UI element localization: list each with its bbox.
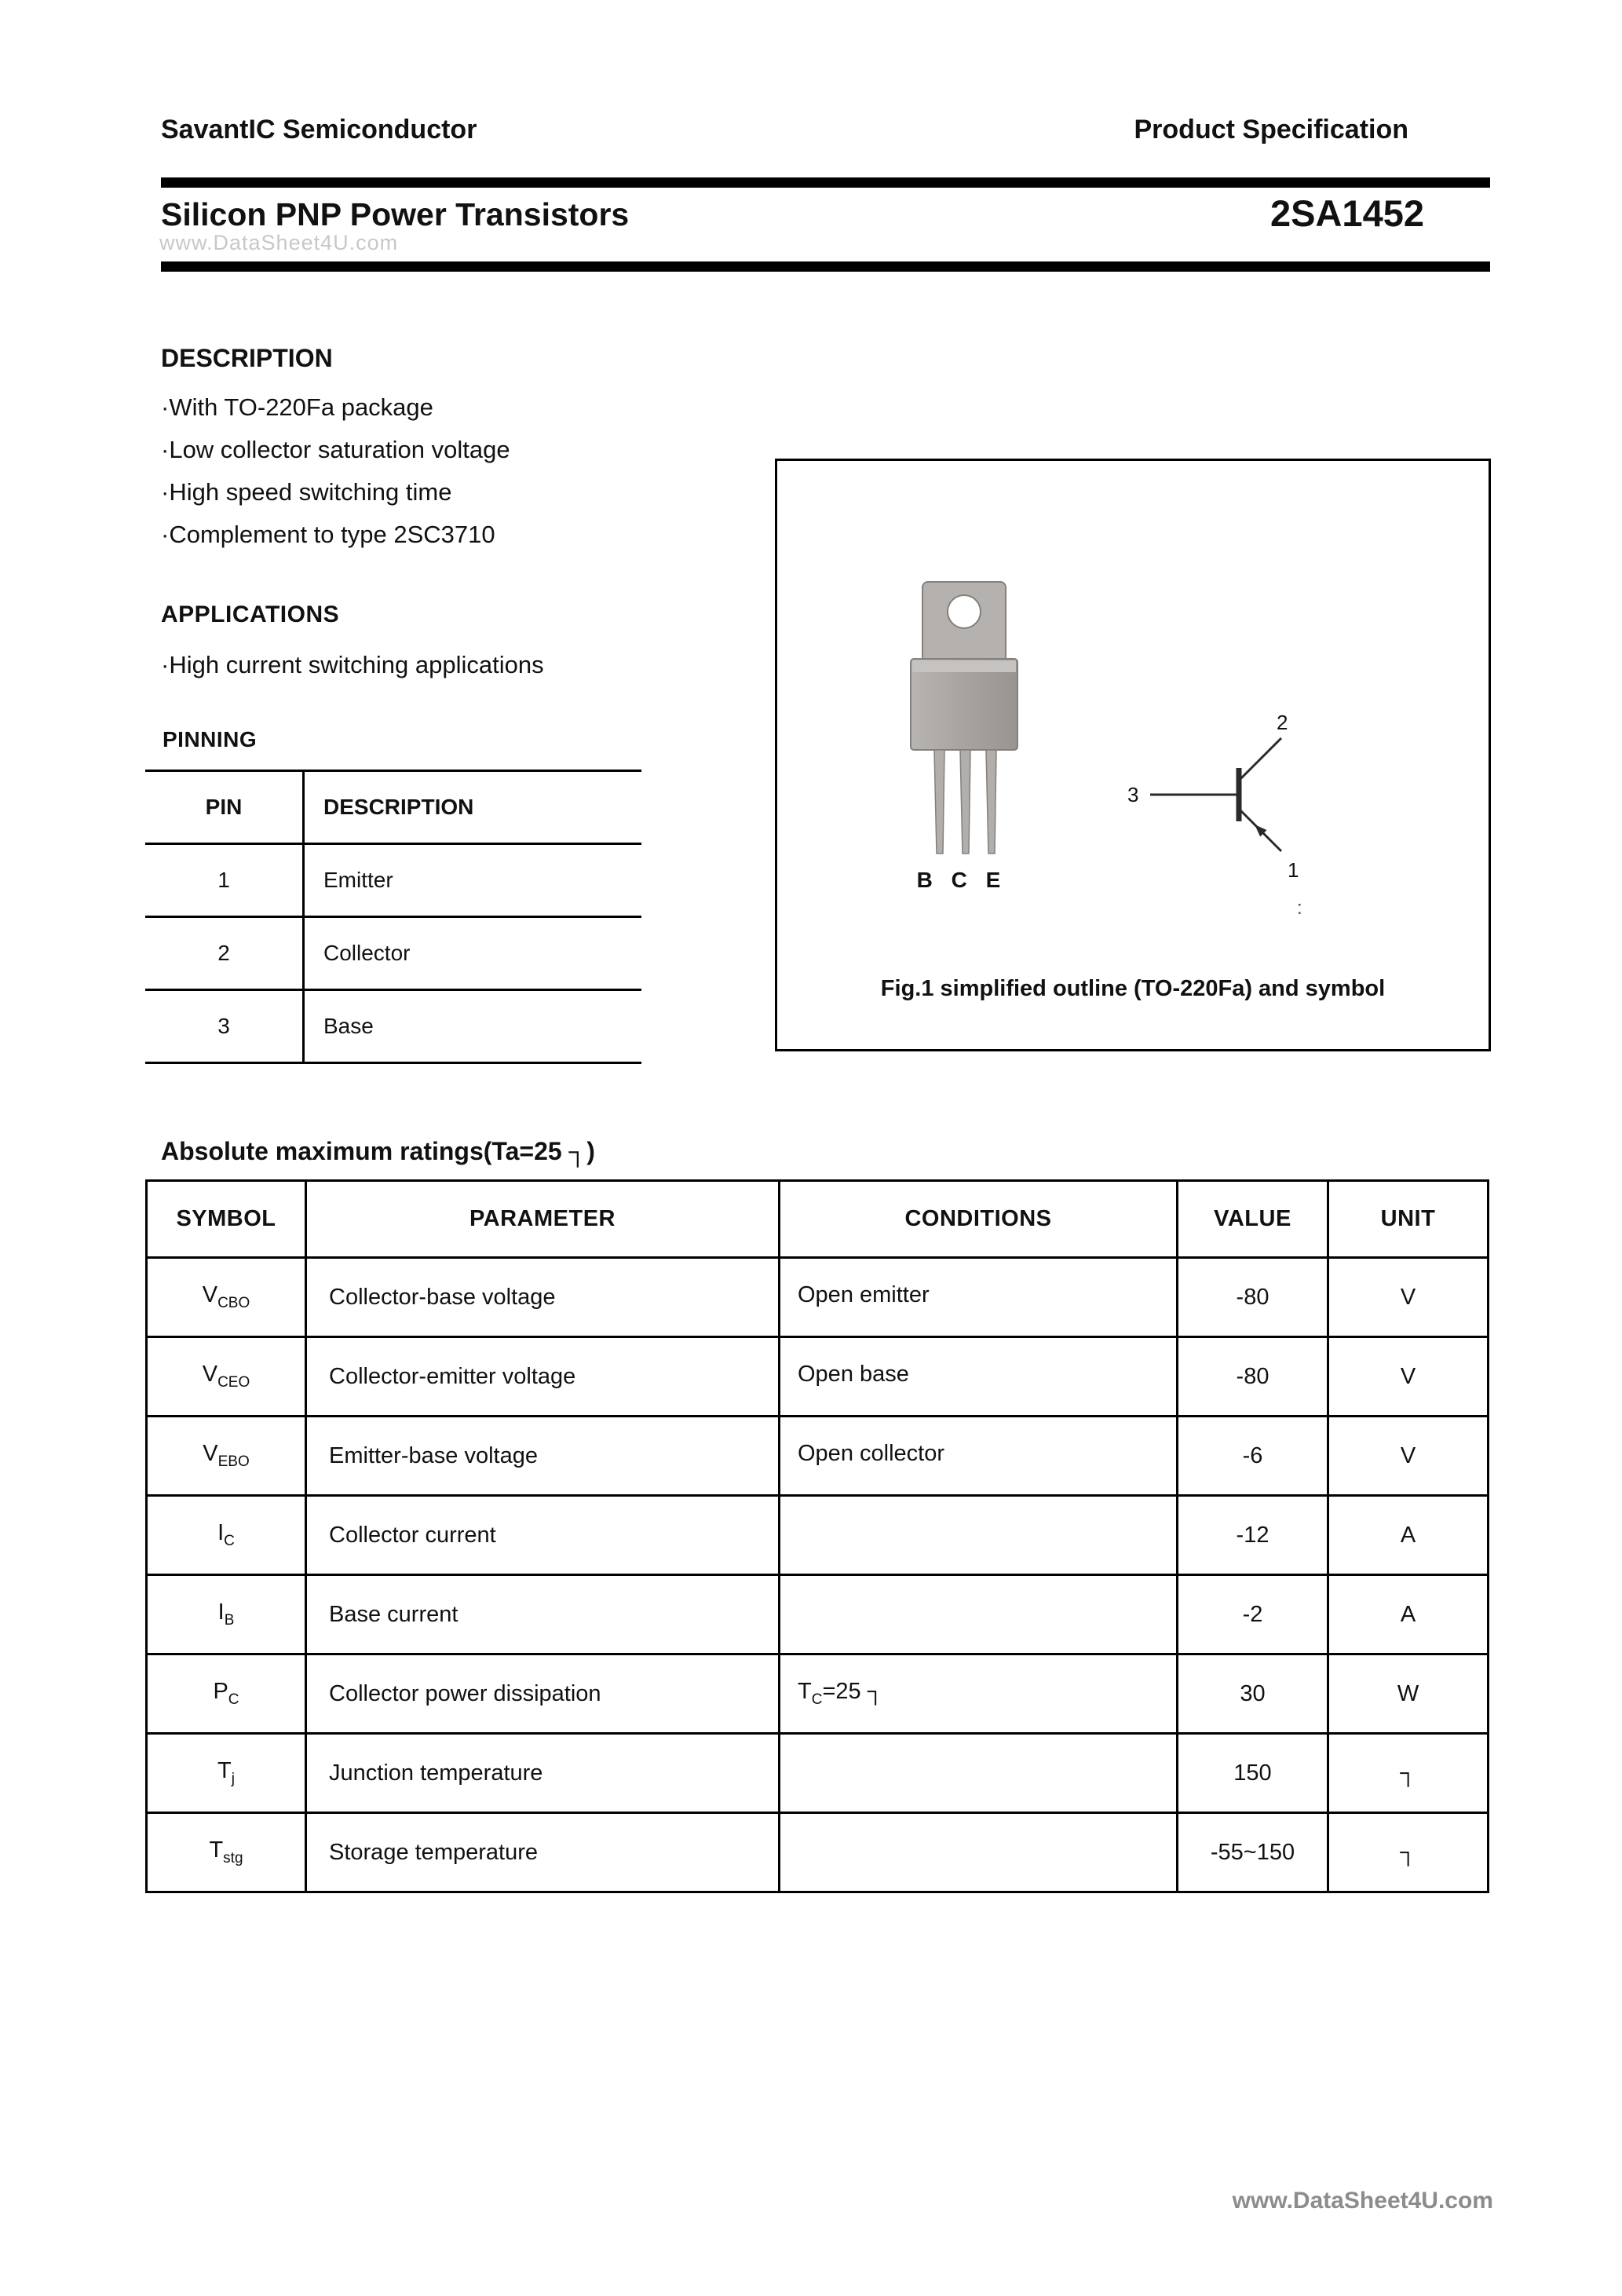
symbol-column-header: SYMBOL [147, 1181, 306, 1258]
package-pin-labels: B C E [916, 868, 1007, 892]
part-number: 2SA1452 [1270, 192, 1424, 234]
table-row [145, 917, 641, 990]
ratings-table [145, 1179, 1489, 1893]
page-title: Silicon PNP Power Transistors [161, 196, 630, 232]
parameter-column-header: PARAMETER [306, 1181, 780, 1258]
conditions-cell: $T_C=25$ ┐ [780, 1654, 1178, 1734]
table-row [147, 1258, 1489, 1337]
pin-description-cell: Emitter [304, 844, 642, 917]
unit-cell: A [1328, 1496, 1489, 1575]
doc-type: Product Specification [1134, 115, 1408, 144]
unit-cell: V [1328, 1417, 1489, 1496]
parameter-cell: Base current [306, 1575, 780, 1654]
table-header-row [147, 1181, 1489, 1258]
value-cell: -2 [1178, 1575, 1328, 1654]
table-row [147, 1575, 1489, 1654]
value-cell: -12 [1178, 1496, 1328, 1575]
description-item: ·With TO-220Fa package [161, 393, 433, 421]
description-list [161, 386, 510, 556]
value-column-header: VALUE [1178, 1181, 1328, 1258]
description-column-header: DESCRIPTION [304, 771, 642, 844]
figure-caption: Fig.1 simplified outline (TO-220Fa) and symbol [880, 976, 1386, 1001]
value-cell: -80 [1178, 1337, 1328, 1417]
conditions-cell: Open collector [780, 1417, 1178, 1496]
unit-cell: A [1328, 1575, 1489, 1654]
value-cell: -55~150 [1178, 1813, 1328, 1892]
parameter-cell: Collector current [306, 1496, 780, 1575]
package-body [911, 659, 1017, 750]
conditions-cell [780, 1734, 1178, 1813]
table-row [147, 1417, 1489, 1496]
symbol-cell: $V_{CEO}$ [147, 1337, 306, 1417]
footer-website: www.DataSheet4U.com [1232, 2188, 1493, 2214]
pnp-transistor-symbol [1146, 732, 1303, 889]
conditions-cell [780, 1496, 1178, 1575]
conditions-cell: Open base [780, 1337, 1178, 1417]
value-cell: 150 [1178, 1734, 1328, 1813]
pin-cell: 3 [145, 990, 304, 1063]
table-row [145, 990, 641, 1063]
symbol-cell: $T_j$ [147, 1734, 306, 1813]
table-header-row [145, 771, 641, 844]
table-row [147, 1654, 1489, 1734]
conditions-column-header: CONDITIONS [780, 1181, 1178, 1258]
pin-column-header: PIN [145, 771, 304, 844]
unit-cell: V [1328, 1337, 1489, 1417]
pinning-heading: PINNING [163, 727, 258, 751]
parameter-cell: Collector power dissipation [306, 1654, 780, 1734]
package-leg [986, 750, 996, 854]
unit-cell: ┐ [1328, 1734, 1489, 1813]
mounting-hole-icon [948, 595, 981, 628]
pin-description-cell: Collector [304, 917, 642, 990]
table-row [147, 1337, 1489, 1417]
pinning-table [145, 770, 641, 1064]
parameter-cell: Junction temperature [306, 1734, 780, 1813]
pin-cell: 2 [145, 917, 304, 990]
description-item: ·High speed switching time [161, 478, 452, 506]
pin-description-cell: Base [304, 990, 642, 1063]
applications-item: ·High current switching applications [161, 651, 544, 678]
symbol-cell: $I_C$ [147, 1496, 306, 1575]
ratings-heading: Absolute maximum ratings(Ta=25 ┐) [161, 1137, 595, 1165]
symbol-cell: $V_{EBO}$ [147, 1417, 306, 1496]
symbol-pin-1-label: 1 [1288, 858, 1299, 882]
parameter-cell: Storage temperature [306, 1813, 780, 1892]
applications-list [161, 644, 544, 686]
unit-cell: V [1328, 1258, 1489, 1337]
conditions-cell [780, 1813, 1178, 1892]
description-item: ·Complement to type 2SC3710 [161, 521, 495, 548]
parameter-cell: Emitter-base voltage [306, 1417, 780, 1496]
conditions-cell: Open emitter [780, 1258, 1178, 1337]
to220-package-drawing [856, 577, 1068, 868]
symbol-cell: $V_{CBO}$ [147, 1258, 306, 1337]
table-row [147, 1734, 1489, 1813]
unit-column-header: UNIT [1328, 1181, 1489, 1258]
header-divider [161, 177, 1490, 188]
parameter-cell: Collector-emitter voltage [306, 1337, 780, 1417]
unit-cell: W [1328, 1654, 1489, 1734]
description-heading: DESCRIPTION [161, 344, 333, 372]
company-name: SavantIC Semiconductor [161, 115, 477, 144]
unit-cell: ┐ [1328, 1813, 1489, 1892]
watermark: www.DataSheet4U.com [159, 231, 399, 254]
table-row [147, 1496, 1489, 1575]
applications-heading: APPLICATIONS [161, 601, 340, 627]
figure-box [775, 459, 1491, 1051]
table-row [147, 1813, 1489, 1892]
value-cell: 30 [1178, 1654, 1328, 1734]
description-item: ·Low collector saturation voltage [161, 436, 510, 463]
pin-cell: 1 [145, 844, 304, 917]
package-leg [934, 750, 944, 854]
value-cell: -80 [1178, 1258, 1328, 1337]
symbol-cell: $I_B$ [147, 1575, 306, 1654]
parameter-cell: Collector-base voltage [306, 1258, 780, 1337]
symbol-cell: $T_{stg}$ [147, 1813, 306, 1892]
table-row [145, 844, 641, 917]
title-divider [161, 261, 1490, 272]
value-cell: -6 [1178, 1417, 1328, 1496]
symbol-cell: $P_C$ [147, 1654, 306, 1734]
stray-mark: : [1297, 898, 1302, 919]
symbol-pin-2-label: 2 [1277, 711, 1288, 734]
conditions-cell [780, 1575, 1178, 1654]
package-leg [960, 750, 970, 854]
symbol-pin-3-label: 3 [1127, 783, 1139, 806]
